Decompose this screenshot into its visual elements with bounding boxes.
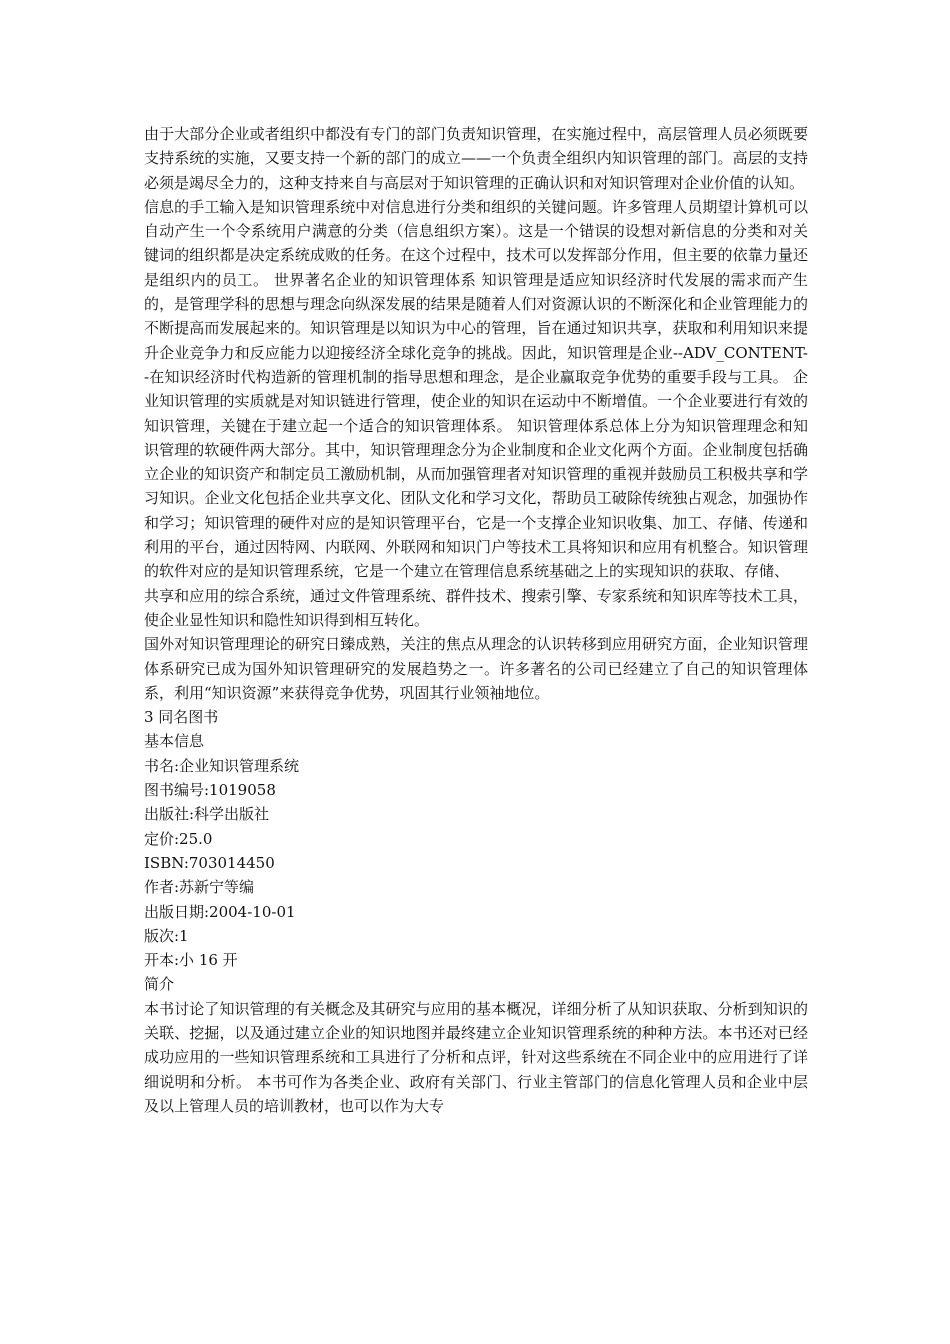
section-heading: 3 同名图书	[144, 708, 219, 727]
intro-label: 简介	[144, 975, 175, 994]
paragraph-leadership-support: 由于大部分企业或者组织中都没有专门的部门负责知识管理，在实施过程中，高层管理人员必须既要支持系统的实施，又要支持一个新的部门的成立——一个负责全组织内知识管理的部门。高层的支持必须是竭尽全力的，这种支持来自与高层对于知识管理的正确认识和对知识管理对企业价值的认知。	[144, 125, 808, 192]
intro-text: 本书讨论了知识管理的有关概念及其研究与应用的基本概况，详细分析了从知识获取、分析到知识的关联、挖掘，以及通过建立企业的知识地图并最终建立企业知识管理系统的种种方法。本书还对已经成功应用的一些知识管理系统和工具进行了分析和点评，针对这些系统在不同企业中的应用进行了详细说明和分析。 本书可作为各类企业、政府有关部门、行业主管部门的信息化管理人员和企业中层及以上管理人员的培训教材，也可以作为大专	[144, 999, 808, 1115]
author-line: 作者:苏新宁等编	[144, 878, 255, 897]
format-line: 开本:小 16 开	[144, 951, 238, 970]
isbn-line: ISBN:703014450	[144, 853, 275, 872]
book-title-line: 书名:企业知识管理系统	[144, 756, 300, 775]
price-line: 定价:25.0	[144, 829, 213, 848]
book-number-line: 图书编号:1019058	[144, 781, 276, 800]
basic-info-label: 基本信息	[144, 732, 205, 751]
paragraph-manual-input-and-km-system: 信息的手工输入是知识管理系统中对信息进行分类和组织的关键问题。许多管理人员期望计算机可以自动产生一个令系统用户满意的分类（信息组织方案）。这是一个错误的设想对新信息的分类和对关键词的组织都是决定系统成败的任务。在这个过程中，技术可以发挥部分作用，但主要的依靠力量还是组织内的员工。 世界著名企业的知识管理体系 知识管理是适应知识经济时代发展的需求而产生的，是管理学科的思想与理念向纵深发展的结果是随着人们对资源认识的不断深化和企业管理能力的不断提高而发展起来的。知识管理是以知识为中心的管理，旨在通过知识共享，获取和利用知识来提升企业竞争力和反应能力以迎接经济全球化竞争的挑战。因此，知识管理是企业--ADV_CONTENT--在知识经济时代构造新的管理机制的指导思想和理念，是企业赢取竞争优势的重要手段与工具。 企业知识管理的实质就是对知识链进行管理，使企业的知识在运动中不断增值。一个企业要进行有效的知识管理，关键在于建立起一个适合的知识管理体系。 知识管理体系总体上分为知识管理理念和知识管理的软硬件两大部分。其中，知识管理理念分为企业制度和企业文化两个方面。企业制度包括确立企业的知识资产和制定员工激励机制，从而加强管理者对知识管理的重视并鼓励员工积极共享和学习知识。企业文化包括企业共享文化、团队文化和学习文化，帮助员工破除传统独占观念，加强协作和学习；知识管理的硬件对应的是知识管理平台，它是一个支撑企业知识收集、加工、存储、传递和利用的平台，通过因特网、内联网、外联网和知识门户等技术工具将知识和应用有机整合。知识管理的软件对应的是知识管理系统，它是一个建立在管理信息系统基础之上的实现知识的获取、存储、	[144, 197, 808, 581]
book-info-section	[144, 705, 808, 1118]
document-page	[144, 122, 808, 1118]
publication-date-line: 出版日期:2004-10-01	[144, 902, 296, 921]
paragraph-foreign-research: 国外对知识管理理论的研究日臻成熟，关注的焦点从理念的认识转移到应用研究方面，企业知识管理体系研究已成为国外知识管理研究的发展趋势之一。许多著名的公司已经建立了自己的知识管理体系，利用“知识资源”来获得竞争优势，巩固其行业领袖地位。	[144, 635, 808, 702]
publisher-line: 出版社:科学出版社	[144, 805, 270, 824]
edition-line: 版次:1	[144, 926, 189, 945]
paragraph-shared-applications: 共享和应用的综合系统，通过文件管理系统、群件技术、搜索引擎、专家系统和知识库等技术工具，使企业显性知识和隐性知识得到相互转化。	[144, 586, 808, 629]
